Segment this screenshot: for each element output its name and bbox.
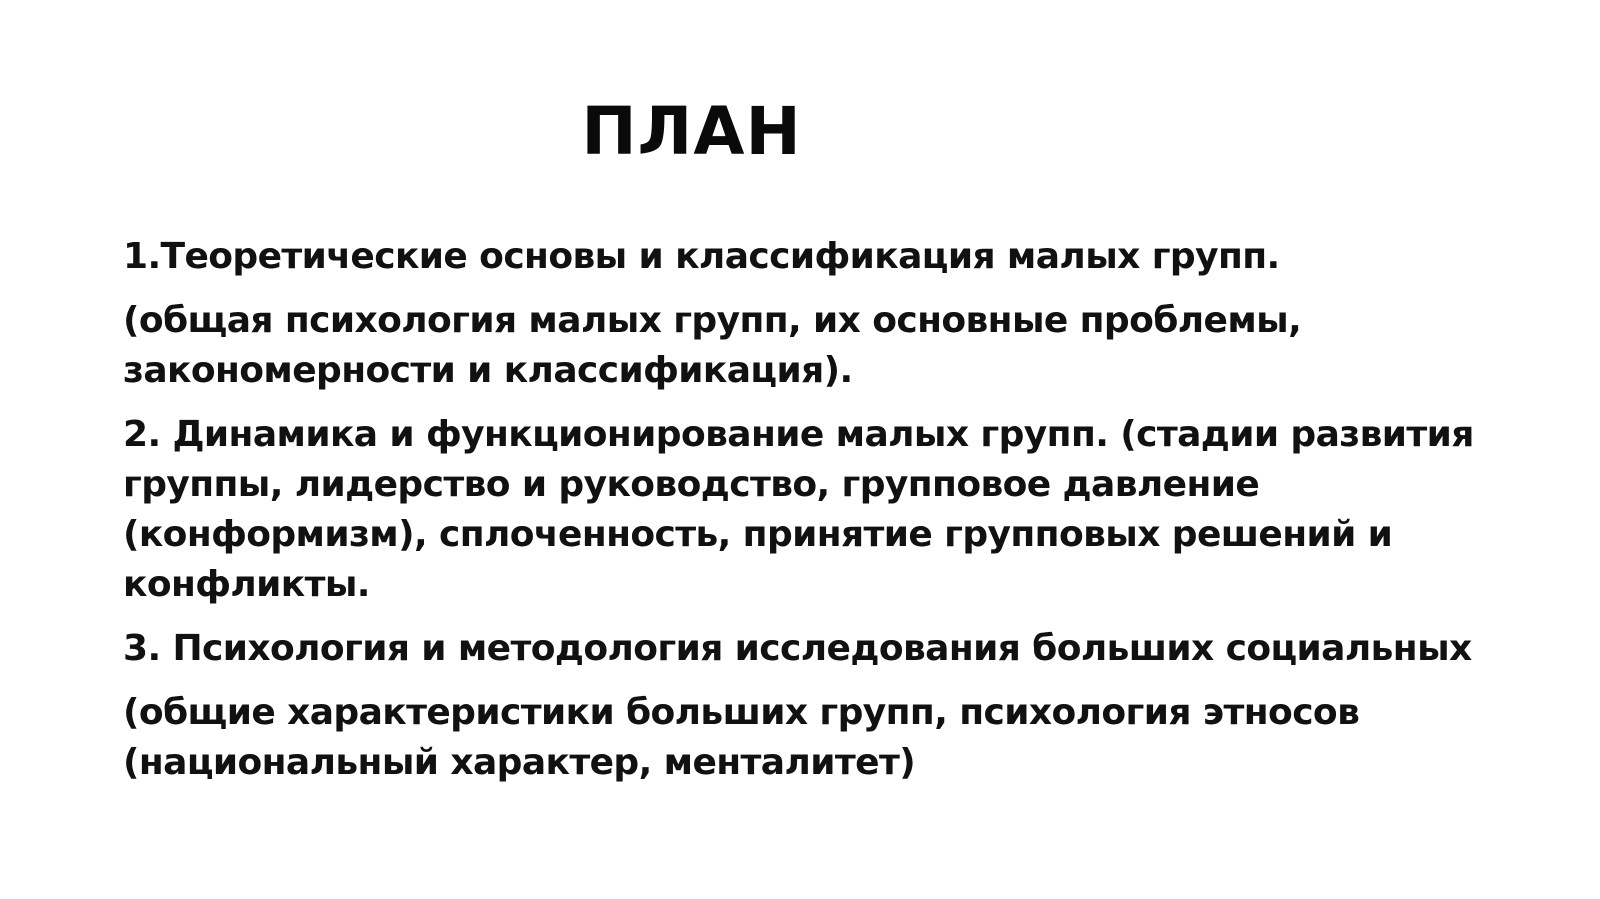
plan-item-3-details: (общие характеристики больших групп, психология этносов (национальный характер, менталитет) [123,692,1360,783]
plan-item-1-details: (общая психология малых групп, их основные проблемы, закономерности и классификация). [123,300,1302,391]
slide-title: ПЛАН [581,93,802,170]
plan-item-1: 1.Теоретические основы и классификация малых групп. [123,236,1280,277]
plan-content [123,232,1563,802]
plan-item-3: 3. Психология и методология исследования больших социальных [123,628,1472,669]
plan-item-2: 2. Динамика и функционирование малых групп. (стадии развития группы, лидерство и руководство, групповое давление (конформизм), сплоченность, принятие групповых решений и конфликты. [123,414,1474,605]
